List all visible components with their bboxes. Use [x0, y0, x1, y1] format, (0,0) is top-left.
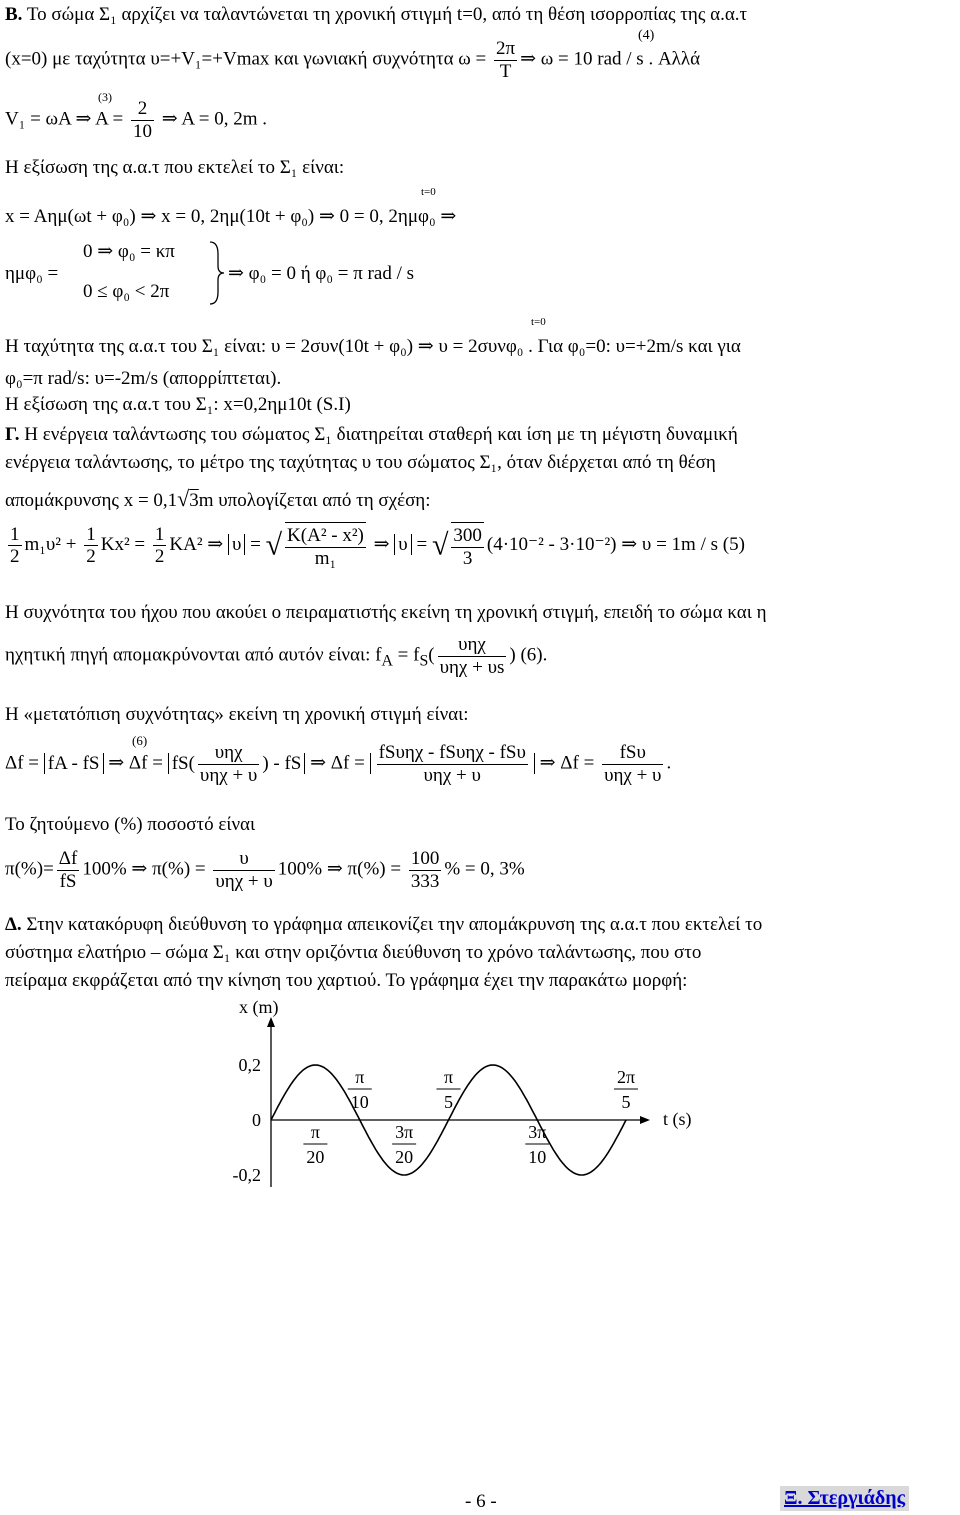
text: 100% ⇒ π(%) =	[82, 858, 211, 880]
text: V₁ = ωA ⇒ A =	[5, 108, 128, 130]
section-g-line-9: Το ζητούμενο (%) ποσοστό είναι	[5, 814, 256, 835]
section-g-line-1	[5, 424, 738, 446]
x-tick-numerator: π	[310, 1122, 320, 1142]
numerator: υηχ	[214, 742, 243, 763]
denominator: υηχ + υ	[377, 764, 528, 787]
section-b-line-3	[5, 98, 267, 143]
text: Η ενέργεια ταλάντωσης του σώματος Σ₁ διατηρείται σταθερή και ίση με τη μέγιστη δυναμική	[19, 424, 738, 445]
fraction	[213, 848, 274, 893]
numerator: fSυηχ - fSυηχ - fSυ	[378, 742, 526, 763]
section-d-line-3: πείραμα εκφράζεται από την κίνηση του χαρτιού. Το γράφημα έχει την παρακάτω μορφή:	[5, 970, 688, 991]
denominator: 3	[451, 547, 484, 570]
t0-label: t=0	[421, 186, 436, 198]
x-tick-denominator: 20	[395, 1147, 414, 1167]
x-tick-label-bottom	[303, 1122, 327, 1167]
text: ⇒ A = 0, 2m .	[157, 108, 268, 130]
radicand: 3	[189, 490, 199, 511]
section-b-line-4: Η εξίσωση της α.α.τ που εκτελεί το Σ₁ είναι:	[5, 157, 345, 178]
fraction	[285, 522, 366, 570]
fraction	[451, 522, 484, 570]
section-b-line-1	[5, 4, 747, 26]
denominator: 2	[154, 546, 165, 568]
text: ⇒ ω = 10 rad / s . Αλλά	[520, 48, 701, 70]
text	[168, 742, 306, 786]
section-d-heading: Δ.	[5, 914, 22, 935]
fraction	[377, 742, 528, 787]
x-tick-label-bottom	[525, 1122, 549, 1167]
equation-ref-3: (3)	[98, 90, 112, 104]
x-tick-denominator: 10	[528, 1147, 547, 1167]
x-axis-label: t (s)	[663, 1109, 692, 1129]
page-number: - 6 -	[465, 1491, 497, 1512]
denominator: υηχ + υ	[215, 870, 273, 892]
sqrt-sign: √	[431, 528, 449, 562]
fraction	[84, 524, 98, 569]
x-tick-denominator: 5	[621, 1092, 631, 1112]
denominator: υηχ + υ	[604, 764, 662, 786]
section-g-line-3	[5, 486, 431, 512]
y-tick-label: -0,2	[232, 1165, 261, 1185]
text: fS(	[171, 752, 195, 774]
delta-f-equation: Δf = fA - fS ⇒ Δf = fS( $\frac{\text{υηχ}}{\text{υηχ + υ}}$ ) - fS ⇒ Δf = $\frac{\text{fSυηχ - fSυηχ - fSυ}}{\text{υηχ + υ}}$ ⇒ Δf = $\frac{\text{fSυ}}{\text{υηχ + υ}}$ .	[5, 742, 672, 786]
text: ⇒ Δf =	[539, 752, 600, 774]
x-tick-numerator: 3π	[528, 1122, 547, 1142]
section-g-line-6: ηχητική πηγή απομακρύνονται από αυτόν είναι: $f_A = f_S$( $\frac{\text{υηχ}}{\text{υηχ + υs}}$ ) (6).	[5, 634, 548, 678]
t0-label-2: t=0	[531, 316, 546, 328]
y-tick-label: 0,2	[238, 1055, 261, 1075]
displacement-time-chart	[0, 995, 960, 1205]
denominator: 2	[10, 546, 20, 568]
text: π(%)=	[5, 858, 54, 880]
section-g-line-5: Η συχνότητα του ήχου που ακούει ο πειραματιστής εκείνη τη χρονική στιγμή, επειδή το σώμα και η	[5, 602, 767, 623]
section-g-line-2: ενέργεια ταλάντωσης, το μέτρο της ταχύτητας υ του σώματος Σ₁, όταν διέρχεται από τη θέση	[5, 452, 716, 473]
x-axis-arrow	[640, 1116, 650, 1124]
denominator: 333	[410, 870, 440, 892]
text: ⇒ Δf =	[108, 752, 168, 774]
numerator: 100	[410, 848, 440, 869]
x-tick-label-top	[614, 1067, 638, 1112]
numerator: 1	[86, 523, 96, 545]
text: (6).	[515, 644, 548, 666]
subscript: S	[419, 652, 429, 670]
right-brace	[208, 240, 226, 306]
text: m₁υ²	[24, 534, 62, 556]
text: 100% ⇒ π(%) =	[277, 858, 406, 880]
equation-ref-6: (6)	[132, 733, 148, 748]
text: υ = 1m / s (5)	[641, 534, 745, 556]
denominator: m₁	[285, 547, 366, 570]
x-tick-denominator: 5	[444, 1092, 453, 1112]
numerator: fSυ	[619, 742, 646, 763]
section-b-line-5: x = Aημ(ωt + φ₀) ⇒ x = 0, 2ημ(10t + φ₀) ⇒ 0 = 0, 2ημφ₀ ⇒	[5, 206, 457, 227]
numerator: 2π	[496, 38, 516, 59]
numerator: 1	[154, 523, 165, 545]
fraction	[8, 524, 22, 569]
y-axis-arrow	[267, 1017, 275, 1027]
denominator: 2	[86, 546, 96, 568]
x-tick-numerator: 3π	[395, 1122, 414, 1142]
case-top: 0 ⇒ φ₀ = κπ	[83, 241, 175, 262]
percent-equation	[5, 848, 525, 893]
fraction	[57, 848, 80, 893]
sqrt-sign: √	[265, 528, 283, 562]
x-tick-denominator: 10	[350, 1092, 369, 1112]
fraction-2pi-over-T	[494, 38, 517, 83]
sqrt-sign: √	[177, 486, 190, 511]
text: Στην κατακόρυφη διεύθυνση το γράφημα απεικονίζει την απομάκρυνση της α.α.τ που εκτελεί το	[21, 914, 763, 935]
text: KA²	[169, 534, 203, 556]
y-axis-label: x (m)	[239, 997, 279, 1017]
fraction	[602, 742, 663, 787]
denominator: υηχ + υs	[439, 656, 505, 678]
numerator: υηχ	[458, 634, 486, 655]
section-b-line-7: Η ταχύτητα της α.α.τ του Σ₁ είναι: υ = 2συν(10t + φ₀) ⇒ υ = 2συνφ₀ . Για φ₀=0: υ=+2m/s και για	[5, 336, 741, 357]
denominator: T	[494, 60, 517, 83]
section-d-line-1	[5, 914, 762, 936]
text: υ	[228, 534, 245, 555]
x-tick-numerator: π	[443, 1067, 454, 1087]
text: απομάκρυνσης x = 0,1	[5, 490, 178, 511]
numerator: 2	[137, 98, 148, 119]
denominator: fS	[57, 870, 80, 893]
x-tick-label-bottom	[392, 1122, 416, 1167]
numerator: 1	[10, 523, 20, 545]
text: % = 0, 3%	[444, 858, 525, 880]
text: ⇒ Δf =	[310, 752, 370, 774]
numerator: K(A² - x²)	[287, 525, 364, 546]
text: Kx²	[100, 534, 130, 556]
fraction	[198, 742, 259, 787]
subscript: A	[381, 652, 393, 670]
text: Δf =	[5, 752, 44, 774]
text: m υπολογίζεται από τη σχέση:	[198, 490, 431, 511]
energy-equation: $\frac{1}{2}$ m₁υ² + $\frac{1}{2}$ Kx² = $\frac{1}{2}$ KA² ⇒ υ = √ $\frac{\text{K(A² - x²)}}{\text{m₁}}$ ⇒ υ = √ $\frac{300}{3}$ (4·10⁻² - 3·10⁻²) ⇒ υ = 1m / s (5)	[10, 523, 745, 569]
section-g-line-7: Η «μετατόπιση συχνότητας» εκείνη τη χρονική στιγμή είναι:	[5, 704, 469, 725]
text: (x=0) με ταχύτητα υ=+V₁=+Vmax και γωνιακή συχνότητα ω =	[5, 48, 492, 70]
numerator: υ	[239, 848, 249, 869]
section-g-heading: Γ.	[5, 424, 20, 445]
fraction	[438, 634, 507, 679]
equation-ref-4: (4)	[638, 28, 655, 43]
text: υ	[394, 534, 411, 555]
text: ηχητική πηγή απομακρύνονται από αυτόν είναι: f	[5, 644, 382, 666]
denominator: 10	[133, 120, 152, 142]
text	[370, 742, 535, 786]
section-b-line-8: φ₀=π rad/s: υ=-2m/s (απορρίπτεται).	[5, 368, 282, 389]
numerator: Δf	[58, 848, 78, 869]
case-result: ⇒ φ₀ = 0 ή φ₀ = π rad / s	[228, 263, 414, 284]
case-left: ημφ₀ =	[5, 263, 59, 284]
section-b-line-2	[5, 38, 700, 83]
text: (4·10⁻² - 3·10⁻²)	[486, 534, 617, 556]
x-tick-denominator: 20	[306, 1147, 325, 1167]
text: ) - fS	[262, 752, 302, 774]
x-tick-numerator: 2π	[616, 1067, 636, 1087]
text: Το σώμα Σ₁ αρχίζει να ταλαντώνεται τη χρονική στιγμή t=0, από τη θέση ισορροπίας της α.α.τ	[22, 4, 748, 25]
section-b-line-9: Η εξίσωση της α.α.τ του Σ₁: x=0,2ημ10t (S.I)	[5, 394, 351, 415]
fraction-2-over-10	[131, 98, 154, 143]
section-b-heading: Β.	[5, 4, 23, 25]
text: = f	[392, 644, 420, 666]
x-tick-numerator: π	[355, 1067, 365, 1087]
numerator: 300	[453, 525, 482, 546]
denominator: υηχ + υ	[199, 764, 258, 786]
case-bottom: 0 ≤ φ₀ < 2π	[83, 281, 170, 302]
y-tick-label: 0	[252, 1110, 261, 1130]
author-link[interactable]: Ξ. Στεργιάδης	[780, 1486, 909, 1511]
text: fA - fS	[44, 753, 104, 774]
fraction	[153, 524, 167, 569]
fraction	[409, 848, 442, 893]
section-d-line-2: σύστημα ελατήριο – σώμα Σ₁ και στην οριζόντια διεύθυνση το χρόνο ταλάντωσης, που στο	[5, 942, 702, 963]
